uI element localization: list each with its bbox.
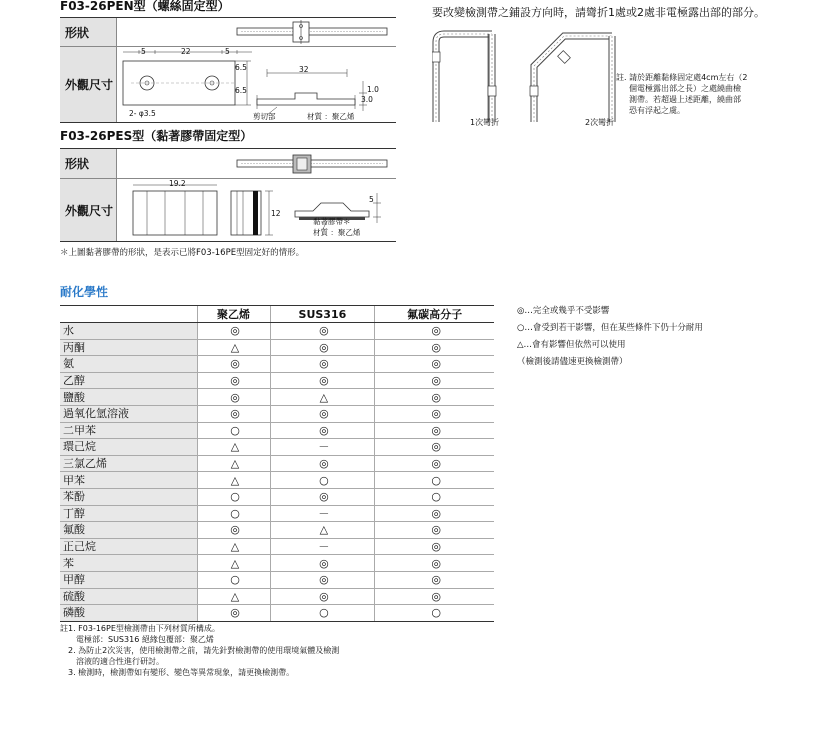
chem-title: 耐化學性 xyxy=(60,285,109,299)
chem-rating-cell: ○ xyxy=(375,472,494,489)
pen-dim-32: 32 xyxy=(299,65,309,74)
chem-rating-cell: △ xyxy=(270,522,375,539)
pen-dim-5a: 5 xyxy=(141,47,146,56)
chem-name-cell: 苯酚 xyxy=(60,488,197,505)
chem-rating-cell: ◎ xyxy=(375,522,494,539)
chem-rating-cell: ◎ xyxy=(375,588,494,605)
chem-rating-cell: △ xyxy=(197,472,270,489)
pes-shape-drawing xyxy=(117,149,396,178)
bend-note-line: 註. 請於距離黏條固定處4cm左右（2 xyxy=(616,73,748,82)
pes-strip-illustration xyxy=(117,149,395,178)
chem-rating-cell: ○ xyxy=(375,605,494,622)
chem-rating-cell: ◎ xyxy=(270,588,375,605)
pes-dim-label: 外觀尺寸 xyxy=(60,179,117,241)
chem-rating-cell: ◎ xyxy=(375,538,494,555)
chem-rating-cell: ○ xyxy=(375,488,494,505)
chem-rating-cell: ◎ xyxy=(197,389,270,406)
chem-footnotes xyxy=(60,623,339,678)
chem-rating-cell: ◎ xyxy=(270,339,375,356)
chem-rating-cell: － xyxy=(270,505,375,522)
bend-label-1: 1次彎折 xyxy=(470,118,500,127)
pen-dimension-diagram xyxy=(117,47,395,121)
pes-title: F03-26PES型（黏著膠帶固定型） xyxy=(60,129,253,143)
chem-rating-cell: ◎ xyxy=(375,505,494,522)
chem-row xyxy=(60,405,494,422)
footnote-line: 電極部：SUS316 絕緣包覆部：聚乙烯 xyxy=(60,635,214,644)
pes-dim-19-2: 19.2 xyxy=(169,179,186,188)
chem-rating-cell: ◎ xyxy=(270,372,375,389)
pen-spec-table xyxy=(60,17,396,123)
chem-row xyxy=(60,571,494,588)
chem-rating-cell: － xyxy=(270,538,375,555)
chem-rating-cell: ◎ xyxy=(197,605,270,622)
chem-rating-cell: ◎ xyxy=(270,488,375,505)
pes-shape-label: 形狀 xyxy=(60,149,117,178)
chem-rating-cell: △ xyxy=(197,439,270,456)
pen-shape-drawing xyxy=(117,18,396,46)
pes-tape-label: 黏著膠帶＊ xyxy=(313,217,351,226)
chem-legend xyxy=(517,303,703,371)
chem-rating-cell: ◎ xyxy=(375,339,494,356)
chem-row xyxy=(60,422,494,439)
pen-dim-22: 22 xyxy=(181,47,191,56)
pen-dim-6-5b: 6.5 xyxy=(235,86,247,95)
chem-name-cell: 乙醇 xyxy=(60,372,197,389)
chem-row xyxy=(60,605,494,622)
chem-rating-cell: △ xyxy=(197,339,270,356)
chem-name-cell: 鹽酸 xyxy=(60,389,197,406)
chem-row xyxy=(60,505,494,522)
chem-name-cell: 二甲苯 xyxy=(60,422,197,439)
footnote-line: 3. 檢測時，檢測帶如有變形、變色等異常現象，請更換檢測帶。 xyxy=(60,668,295,677)
pen-material: 材質 ：聚乙烯 xyxy=(307,112,355,121)
pen-cut-label: 剪切部 xyxy=(253,112,276,121)
chem-row xyxy=(60,455,494,472)
chem-name-cell: 甲苯 xyxy=(60,472,197,489)
chem-rating-cell: △ xyxy=(197,588,270,605)
chem-name-cell: 環己烷 xyxy=(60,439,197,456)
chem-row xyxy=(60,356,494,373)
chem-rating-cell: ◎ xyxy=(375,555,494,572)
chem-name-cell: 正己烷 xyxy=(60,538,197,555)
chem-rating-cell: ◎ xyxy=(375,422,494,439)
chem-name-cell: 丁醇 xyxy=(60,505,197,522)
pen-dim-1-0: 1.0 xyxy=(367,85,379,94)
bend-note-line: 恐有浮起之虞。 xyxy=(629,106,685,115)
pen-shape-label: 形狀 xyxy=(60,18,117,46)
footnote-line: 註1. F03-16PE型檢測帶由下列材質所構成。 xyxy=(60,624,220,633)
pen-dim-5b: 5 xyxy=(225,47,230,56)
chem-rating-cell: ○ xyxy=(197,505,270,522)
chem-table xyxy=(60,305,494,622)
chem-header-fluoro: 氟碳高分子 xyxy=(375,306,494,323)
chem-row xyxy=(60,588,494,605)
chem-rating-cell: △ xyxy=(270,389,375,406)
pen-dim-label: 外觀尺寸 xyxy=(60,47,117,122)
pen-title: F03-26PEN型（螺絲固定型） xyxy=(60,0,230,13)
chem-row xyxy=(60,488,494,505)
bend-note-line: 個電極露出部之長）之處繞曲檢 xyxy=(629,84,741,93)
chem-name-cell: 甲醇 xyxy=(60,571,197,588)
chem-rating-cell: ◎ xyxy=(270,571,375,588)
chem-rating-cell: ◎ xyxy=(375,356,494,373)
legend-circle: ○…會受到若干影響，但在某些條件下仍十分耐用 xyxy=(517,323,703,333)
chem-rating-cell: ◎ xyxy=(197,356,270,373)
chem-rating-cell: ◎ xyxy=(375,439,494,456)
pen-dim-3-0: 3.0 xyxy=(361,95,373,104)
pen-strip-illustration xyxy=(117,18,395,46)
bend-label-2: 2次彎折 xyxy=(585,118,615,127)
chem-row xyxy=(60,372,494,389)
chem-rating-cell: ◎ xyxy=(270,555,375,572)
chem-rating-cell: ◎ xyxy=(270,323,375,340)
chem-rating-cell: ○ xyxy=(270,472,375,489)
pen-dim-drawing xyxy=(117,47,396,122)
chem-rating-cell: ○ xyxy=(197,571,270,588)
pes-dim-12: 12 xyxy=(271,209,281,218)
pen-dim-6-5a: 6.5 xyxy=(235,63,247,72)
pes-dim-drawing xyxy=(117,179,396,241)
chem-name-cell: 磷酸 xyxy=(60,605,197,622)
chem-rating-cell: ◎ xyxy=(375,323,494,340)
pes-note: ＊上圖黏著膠帶的形狀，是表示已將F03-16PE型固定好的情形。 xyxy=(60,248,305,258)
chem-header-sus316: SUS316 xyxy=(270,306,375,323)
chem-name-cell: 水 xyxy=(60,323,197,340)
chem-row xyxy=(60,522,494,539)
footnote-line: 2. 為防止2次災害，使用檢測帶之前，請先針對檢測帶的使用環境氣體及檢測 xyxy=(60,646,340,655)
chem-rating-cell: ○ xyxy=(197,488,270,505)
chem-rating-cell: ◎ xyxy=(197,522,270,539)
chem-rating-cell: △ xyxy=(197,455,270,472)
chem-row xyxy=(60,472,494,489)
chem-name-cell: 過氧化氫溶液 xyxy=(60,405,197,422)
chem-rating-cell: ◎ xyxy=(375,405,494,422)
pes-material: 材質 ：聚乙烯 xyxy=(313,228,361,237)
chem-name-cell: 氟酸 xyxy=(60,522,197,539)
chem-rating-cell: ◎ xyxy=(270,356,375,373)
chem-row xyxy=(60,555,494,572)
bend-note-line: 測帶。若超過上述距離，繞曲部 xyxy=(629,95,741,104)
chem-name-cell: 硫酸 xyxy=(60,588,197,605)
chem-row xyxy=(60,389,494,406)
chem-name-cell: 苯 xyxy=(60,555,197,572)
chem-rating-cell: ◎ xyxy=(375,372,494,389)
chem-rating-cell: ◎ xyxy=(270,405,375,422)
chem-rating-cell: ◎ xyxy=(375,455,494,472)
footnote-line: 溶液的適合性進行研討。 xyxy=(60,657,164,666)
chem-row xyxy=(60,339,494,356)
pes-dim-5: 5 xyxy=(369,195,374,204)
chem-rating-cell: △ xyxy=(197,555,270,572)
chem-rating-cell: － xyxy=(270,439,375,456)
pen-hole-label: 2- φ3.5 xyxy=(129,109,156,118)
legend-triangle: △…會有影響但依然可以使用 xyxy=(517,340,626,350)
chem-name-cell: 氨 xyxy=(60,356,197,373)
chem-rating-cell: △ xyxy=(197,538,270,555)
bend-diagrams xyxy=(432,26,632,122)
chem-row xyxy=(60,439,494,456)
bend-instruction: 要改變檢測帶之鋪設方向時，請彎折1處或2處非電極露出部的部分。 xyxy=(432,6,765,19)
chem-rating-cell: ○ xyxy=(270,605,375,622)
chem-rating-cell: ◎ xyxy=(270,455,375,472)
chem-rating-cell: ○ xyxy=(197,422,270,439)
chem-header-pe: 聚乙烯 xyxy=(197,306,270,323)
chem-rating-cell: ◎ xyxy=(375,571,494,588)
chem-header-blank xyxy=(60,306,197,323)
chem-row xyxy=(60,323,494,340)
legend-double-circle: ◎…完全或幾乎不受影響 xyxy=(517,306,610,316)
chem-rating-cell: ◎ xyxy=(197,405,270,422)
chem-rating-cell: ◎ xyxy=(375,389,494,406)
chem-rating-cell: ◎ xyxy=(270,422,375,439)
chem-row xyxy=(60,538,494,555)
legend-replace-note: （檢測後請儘速更換檢測帶） xyxy=(517,357,628,367)
chem-rating-cell: ◎ xyxy=(197,372,270,389)
pes-spec-table xyxy=(60,148,396,242)
chem-name-cell: 丙酮 xyxy=(60,339,197,356)
bend-note xyxy=(616,72,747,116)
chem-name-cell: 三氯乙烯 xyxy=(60,455,197,472)
chem-rating-cell: ◎ xyxy=(197,323,270,340)
chem-header-row xyxy=(60,306,494,323)
